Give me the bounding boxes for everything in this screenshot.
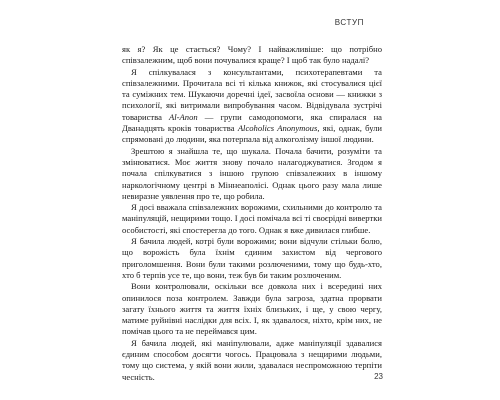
- emphasized-term: Alcoholics Anonymous: [237, 123, 318, 134]
- paragraph-4: Я досі вважала співзалежних ворожими, схильними до контролю та маніпуляцій, нещирими тощо. І досі помічала всі ті своєрідні вивертки особистості, які спостерегла до того. Однак я вже дивилася глибше.: [122, 202, 382, 235]
- paragraph-1: як я? Як це стається? Чому? І найважливіше: що потрібно співзалежним, щоб вони почувалися краще? І щоб так було надалі?: [122, 44, 382, 66]
- body-text: [122, 44, 382, 383]
- paragraph-3: Зрештою я знайшла те, що шукала. Почала бачити, розуміти та змінюватися. Моє життя знову почало налагоджуватися. Згодом я почала спілкуватися з іншою групою співзалежних в іншому наркологічному центрі в Міннеаполісі. Однак цього разу мала лише невиразне уявлення про те, що робила.: [122, 145, 382, 201]
- page-number: 23: [374, 372, 383, 381]
- paragraph-6: Вони контролювали, оскільки все довкола них і всередині них опинилося поза контролем. Завжди була загроза, здатна прорвати загату їхнього життя та життя їхніх близьких, і ще, у свою чергу, матиме руйнівні наслідки для всіх. І, як здавалося, ніхто, крім них, не помічав цього та не переймався цим.: [122, 281, 382, 337]
- paragraph-5: Я бачила людей, котрі були ворожими; вони відчули стільки болю, що ворожість була їхнім єдиним захистом від чергового приголомшення. Вони були такими розлюченими, тому що будь-хто, хто б терпів усе те, що вони, теж був би таким розлюченим.: [122, 236, 382, 280]
- paragraph-7: Я бачила людей, які маніпулювали, адже маніпуляції здавалися єдиним способом досягти чогось. Працювала з нещирими людьми, тому що система, у якій вони жили, здавалася неспроможною терпіти чесність.: [122, 337, 382, 382]
- running-head: ВСТУП: [334, 18, 364, 27]
- paragraph-2: [122, 67, 382, 146]
- paragraph-2-text: Я спілкувалася з консультантами, психотерапевтами та співзалежними. Прочитала всі ті кілька книжок, які стосувалися цієї та суміжних тем. Шукаючи доречні ідеї, засвоїла основи — книжки з психології, які витримали випробування часом. Відвідувала зустрічі товариства Al-Anon — групи самодопомоги, яка спиралася на Дванадцять кроків товариства Alcoholics Anonymous, які, однак, були спрямовані до людини, яка потерпала від алкоголізму іншої людини.: [122, 66, 383, 145]
- emphasized-term: Al-Anon: [169, 111, 198, 122]
